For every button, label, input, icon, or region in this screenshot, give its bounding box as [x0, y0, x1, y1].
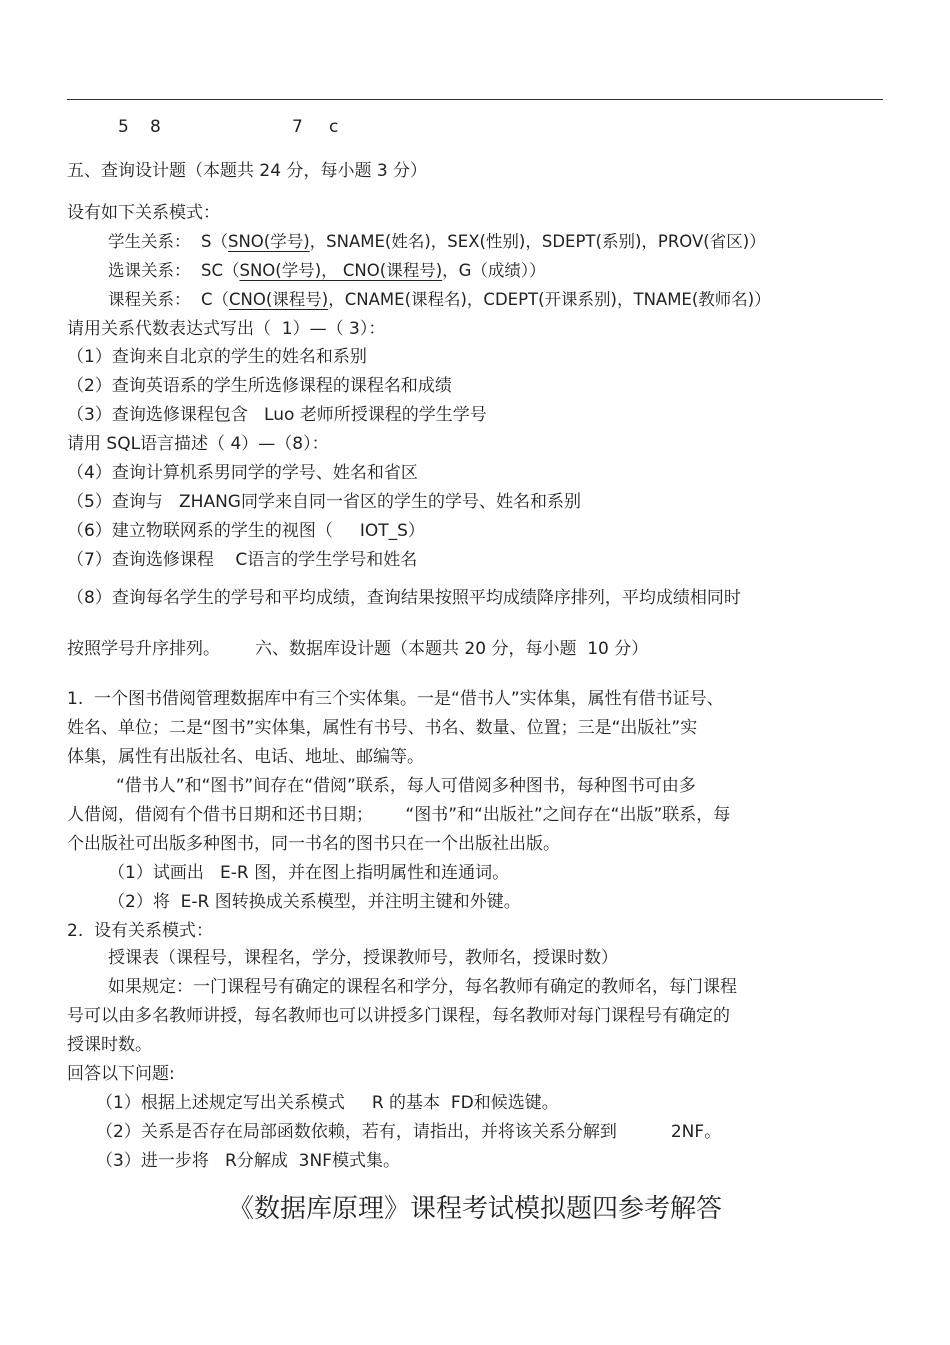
design-problem-1-question-1: （1）试画出 E-R 图，并在图上指明属性和连通词。 [108, 863, 510, 883]
design-problem-1-line-6: 个出版社可出版多种图书，同一书名的图书只在一个出版社出版。 [67, 834, 560, 854]
question-4: （4）查询计算机系男同学的学号、姓名和省区 [67, 463, 418, 483]
top-fragment-c: c [329, 117, 339, 137]
relation-student [108, 231, 766, 253]
design-problem-1-question-2: （2）将 E-R 图转换成关系模型，并注明主键和外键。 [108, 892, 521, 912]
section6-heading: 六、数据库设计题（本题共 20 分，每小题 10 分） [255, 639, 649, 659]
question-8-continued: 按照学号升序排列。 [67, 639, 220, 659]
question-3: （3）查询选修课程包含 Luo 老师所授课程的学生学号 [67, 405, 487, 425]
relation-course-rest: ，CNAME(课程名)，CDEPT(开课系别)，TNAME(教师名)） [328, 290, 771, 309]
question-2: （2）查询英语系的学生所选修课程的课程名和成绩 [67, 376, 452, 396]
design-problem-1-line-3: 体集，属性有出版社名、电话、地址、邮编等。 [67, 747, 424, 767]
design-problem-2-line-4: 号可以由多名教师讲授，每名教师也可以讲授多门课程，每名教师对每门课程号有确定的 [67, 1006, 730, 1026]
top-fragment-5: 5 [118, 117, 129, 137]
design-problem-2-line-2: 授课表（课程号，课程名，学分，授课教师号，教师名，授课时数） [108, 948, 618, 968]
sql-instruction: 请用 SQL语言描述（ 4）—（8）： [67, 434, 329, 454]
design-problem-1-line-4: “借书人”和“图书”间存在“借阅”联系，每人可借阅多种图书，每种图书可由多 [116, 776, 696, 796]
relation-student-rest: ，SNAME(姓名)，SEX(性别)，SDEPT(系别)，PROV(省区)） [309, 232, 766, 251]
design-problem-2-line-5: 授课时数。 [67, 1035, 152, 1055]
section5-intro: 设有如下关系模式： [67, 203, 220, 223]
relation-course-key: CNO(课程号) [229, 290, 329, 309]
design-problem-2-question-2: （2）关系是否存在局部函数依赖，若有，请指出，并将该关系分解到 2NF。 [96, 1122, 722, 1142]
question-5: （5）查询与 ZHANG同学来自同一省区的学生的学号、姓名和系别 [67, 492, 581, 512]
top-rule [67, 99, 883, 100]
relation-sc [108, 260, 546, 282]
design-problem-2-line-1: 2. 设有关系模式： [67, 921, 214, 941]
section5-heading: 五、查询设计题（本题共 24 分，每小题 3 分） [67, 161, 428, 181]
relation-sc-rest: ，G（成绩）） [442, 261, 546, 280]
relation-sc-key: SNO(学号)， CNO(课程号) [239, 261, 443, 280]
ra-instruction: 请用关系代数表达式写出（ 1）—（ 3）： [67, 319, 386, 339]
relation-student-prefix: 学生关系： S（ [108, 232, 228, 251]
answer-title: 《数据库原理》课程考试模拟题四参考解答 [227, 1194, 722, 1224]
design-problem-2-line-6: 回答以下问题: [67, 1064, 175, 1084]
design-problem-2-question-3: （3）进一步将 R分解成 3NF模式集。 [96, 1151, 400, 1171]
question-6: （6）建立物联网系的学生的视图（ IOT_S） [67, 521, 425, 541]
top-fragment-7: 7 [292, 117, 303, 137]
question-1: （1）查询来自北京的学生的姓名和系别 [67, 347, 367, 367]
design-problem-2-question-1: （1）根据上述规定写出关系模式 R 的基本 FD和候选键。 [96, 1093, 559, 1113]
question-8: （8）查询每名学生的学号和平均成绩，查询结果按照平均成绩降序排列，平均成绩相同时 [67, 588, 741, 608]
question-7: （7）查询选修课程 C语言的学生学号和姓名 [67, 550, 418, 570]
relation-student-key: SNO(学号) [227, 232, 310, 251]
relation-course-prefix: 课程关系： C（ [108, 290, 230, 309]
design-problem-1-line-1: 1. 一个图书借阅管理数据库中有三个实体集。一是“借书人”实体集，属性有借书证号、 [67, 689, 724, 709]
design-problem-1-line-5: 人借阅，借阅有个借书日期和还书日期； “图书”和“出版社”之间存在“出版”联系，每 [67, 805, 731, 825]
relation-course [108, 289, 771, 311]
design-problem-1-line-2: 姓名、单位；二是“图书”实体集，属性有书号、书名、数量、位置；三是“出版社”实 [67, 718, 698, 738]
relation-sc-prefix: 选课关系： SC（ [108, 261, 240, 280]
top-fragment-8: 8 [150, 117, 161, 137]
design-problem-2-line-3: 如果规定：一门课程号有确定的课程名和学分，每名教师有确定的教师名，每门课程 [108, 977, 737, 997]
